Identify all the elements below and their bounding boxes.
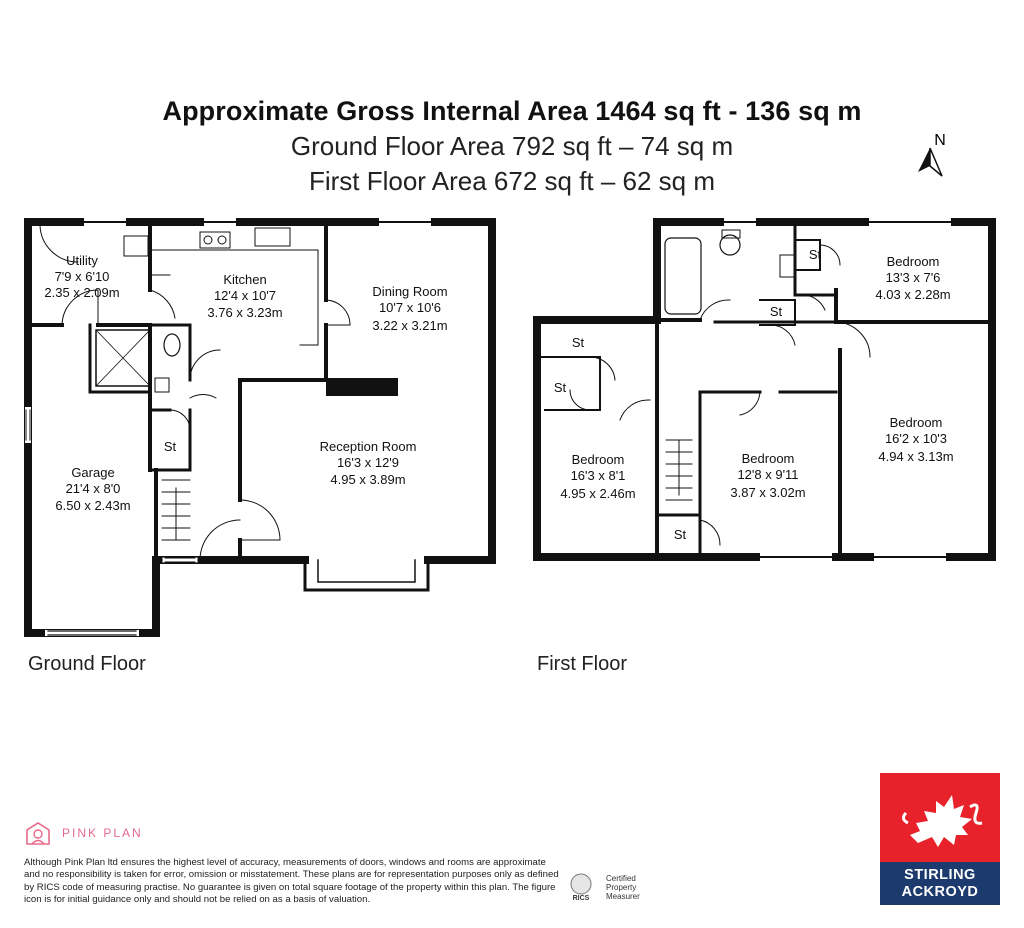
brand-line-1: STIRLING — [904, 867, 976, 883]
utility-name: Utility — [66, 253, 98, 268]
first-store-3: St — [571, 335, 585, 350]
bedroom-right-imperial: 16'2 x 10'3 — [884, 431, 948, 446]
bedroom-right-name: Bedroom — [889, 415, 943, 430]
rics-badge-label: RICS — [572, 895, 590, 902]
first-room-labels — [554, 247, 954, 542]
bedroom-left-name: Bedroom — [571, 452, 625, 467]
bedroom-top-imperial: 13'3 x 7'6 — [885, 270, 941, 285]
reception-imperial: 16'3 x 12'9 — [336, 455, 400, 470]
rics-badge-icon — [568, 872, 604, 904]
ground-store-label: St — [163, 439, 177, 454]
ground-floor-area: Ground Floor Area 792 sq ft – 74 sq m — [290, 131, 734, 161]
bedroom-top-name: Bedroom — [886, 254, 940, 269]
first-store-1: St — [808, 247, 822, 262]
utility-metric: 2.35 x 2.09m — [44, 285, 120, 300]
compass-label: N — [934, 132, 946, 149]
stirling-ackroyd-logo — [880, 773, 1000, 905]
dining-metric: 3.22 x 3.21m — [372, 318, 448, 333]
first-store-2: St — [769, 304, 783, 319]
first-floor-label: First Floor — [537, 653, 627, 675]
brand-blue-panel — [880, 862, 1000, 905]
ground-floor-label: Ground Floor — [28, 653, 146, 675]
pink-plan-brand: PINK PLAN — [62, 826, 143, 840]
brand-line-2: ACKROYD — [901, 884, 979, 900]
first-store-5: St — [673, 527, 687, 542]
bedroom-middle-imperial: 12'8 x 9'11 — [737, 467, 799, 482]
reception-metric: 4.95 x 3.89m — [330, 472, 406, 487]
dining-name: Dining Room — [372, 284, 448, 299]
pink-plan-logo-icon — [24, 820, 56, 846]
bedroom-middle-name: Bedroom — [741, 451, 795, 466]
griffin-icon — [880, 773, 1000, 862]
brand-red-panel — [880, 773, 1000, 862]
page-title: Approximate Gross Internal Area 1464 sq ft - 136 sq m — [162, 96, 862, 126]
utility-imperial: 7'9 x 6'10 — [54, 269, 110, 284]
bedroom-middle-metric: 3.87 x 3.02m — [730, 485, 806, 500]
first-store-4: St — [553, 380, 567, 395]
dining-imperial: 10'7 x 10'6 — [378, 300, 442, 315]
first-floor-area: First Floor Area 672 sq ft – 62 sq m — [308, 166, 716, 196]
kitchen-name: Kitchen — [223, 272, 267, 287]
bedroom-left-imperial: 16'3 x 8'1 — [570, 468, 626, 483]
reception-name: Reception Room — [319, 439, 417, 454]
garage-imperial: 21'4 x 8'0 — [65, 481, 121, 496]
kitchen-metric: 3.76 x 3.23m — [207, 305, 283, 320]
bedroom-right-metric: 4.94 x 3.13m — [878, 449, 954, 464]
bedroom-top-metric: 4.03 x 2.28m — [875, 287, 951, 302]
disclaimer-text: Although Pink Plan ltd ensures the highest level of accuracy, measurements of doors, windows and rooms are approximate and no responsibility is taken for error, omission or misstatement. These plans are for representation purposes only as defined by RICS code of measuring practise. No guarantee is given on total square footage of the property within this plan. The figure icon is for initial guidance only and should not be relied on as a basis of valuation. — [24, 857, 559, 905]
rics-certified-text: Certified Property Measurer — [606, 874, 640, 901]
compass-icon — [918, 132, 946, 176]
garage-metric: 6.50 x 2.43m — [55, 498, 131, 513]
garage-name: Garage — [71, 465, 115, 480]
bedroom-left-metric: 4.95 x 2.46m — [560, 486, 636, 501]
kitchen-imperial: 12'4 x 10'7 — [213, 288, 277, 303]
